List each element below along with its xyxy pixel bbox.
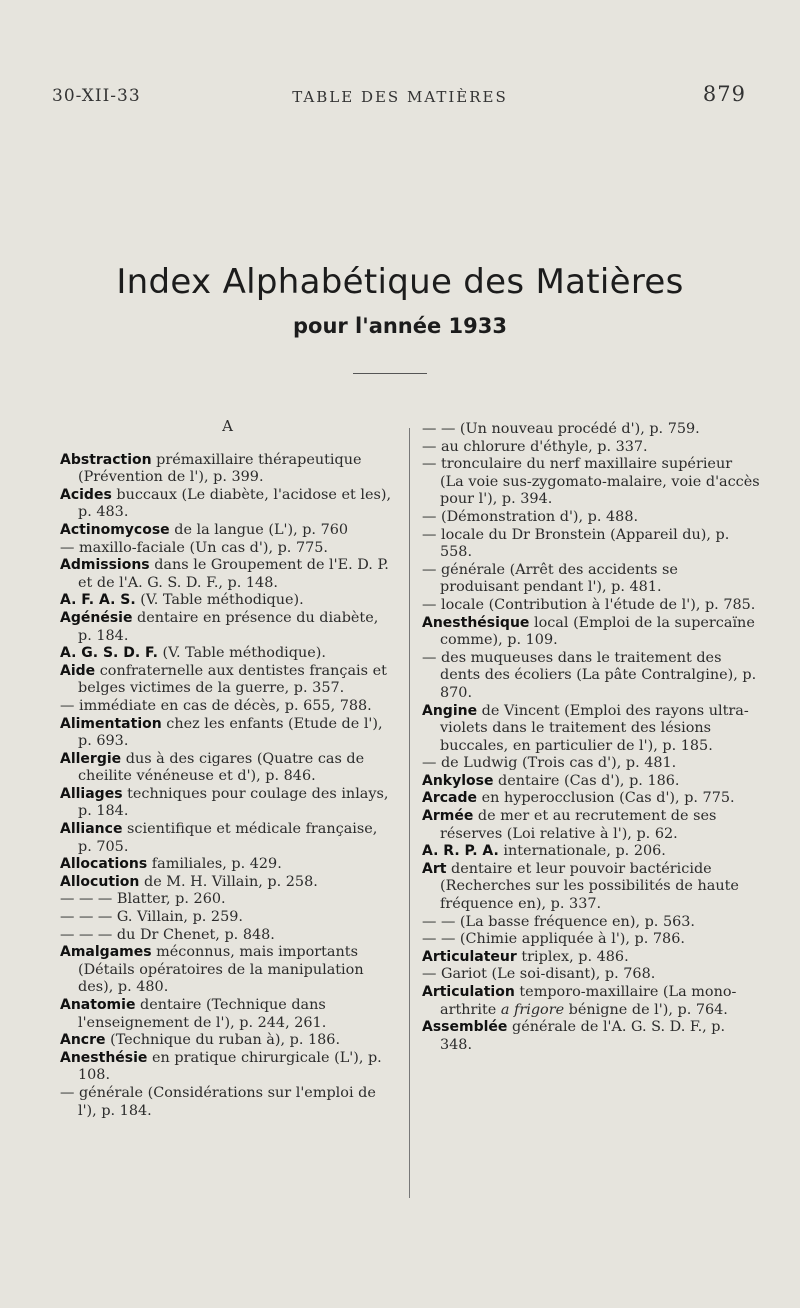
index-keyword: Arcade <box>422 790 478 807</box>
index-entry <box>60 891 395 909</box>
index-entries-left <box>60 452 395 1121</box>
index-entry-text: buccaux (Le diabète, l'acidose et les), p. 483. <box>78 486 392 521</box>
index-entry-text: générale de l'A. G. S. D. F., p. 348. <box>440 1019 726 1053</box>
index-entry <box>60 944 395 997</box>
index-entry-text: méconnus, mais importants (Détails opératoires de la manipulation des), p. 480. <box>78 944 364 996</box>
index-entry <box>422 966 760 984</box>
index-entry <box>422 650 760 703</box>
index-entry-text: confraternelle aux dentistes français et belges victimes de la guerre, p. 357. <box>78 662 387 697</box>
index-column-right <box>422 421 760 1054</box>
index-entry-text: local (Emploi de la supercaïne comme), p. 109. <box>440 614 755 649</box>
index-keyword: Anesthésie <box>60 1049 148 1066</box>
index-entry-text: en hyperocclusion (Cas d'), p. 775. <box>477 790 735 807</box>
index-entry-text: dans le Groupement de l'E. D. P. et de l'A. G. S. D. F., p. 148. <box>78 557 389 591</box>
index-entry <box>422 1019 760 1054</box>
index-entry <box>60 557 395 592</box>
index-keyword: Abstraction <box>60 451 152 468</box>
index-entry-text: — générale (Considérations sur l'emploi de l'), p. 184. <box>60 1084 376 1119</box>
index-keyword: Art <box>422 860 447 877</box>
index-entry <box>60 698 395 716</box>
index-entries-right <box>422 421 760 1054</box>
column-divider <box>409 428 410 1198</box>
index-entry-text: — locale du Dr Bronstein (Appareil du), p. 558. <box>422 526 730 561</box>
index-keyword: Agénésie <box>60 609 133 626</box>
index-column-left <box>60 418 395 1120</box>
index-keyword: Allergie <box>60 750 122 767</box>
index-keyword: Allocations <box>60 856 148 873</box>
index-keyword: Articulation <box>422 984 515 1000</box>
index-entry-text: (V. Table méthodique). <box>157 645 326 662</box>
index-entry <box>422 456 760 509</box>
index-keyword: Amalgames <box>60 944 152 961</box>
index-entry <box>422 808 760 843</box>
index-keyword: A. G. S. D. F. <box>60 645 158 662</box>
index-keyword: Alimentation <box>60 715 162 732</box>
index-entry-text: scientifique et médicale française, p. 705. <box>78 821 378 855</box>
index-entry-tail: bénigne de l'), p. 764. <box>564 1001 728 1018</box>
index-entry-text: — — (Chimie appliquée à l'), p. 786. <box>422 931 685 948</box>
page-subtitle: pour l'année 1933 <box>292 314 508 338</box>
index-entry <box>422 421 760 439</box>
index-entry <box>422 773 760 791</box>
index-entry <box>422 843 760 861</box>
index-keyword: Alliages <box>60 785 123 802</box>
index-entry <box>60 522 395 540</box>
index-entry <box>60 874 395 892</box>
index-entry-text: — tronculaire du nerf maxillaire supérieur (La voie sus-zygomato-malaire, voie d'accès pour l'), p. 394. <box>422 456 760 508</box>
index-entry-text: dus à des cigares (Quatre cas de cheilite vénéneuse et d'), p. 846. <box>78 750 365 785</box>
page-title: Index Alphabétique des Matières <box>116 262 684 302</box>
index-entry <box>422 562 760 597</box>
index-entry-text: temporo-maxillaire (La mono-arthrite <box>440 984 737 1018</box>
index-entry-text: triplex, p. 486. <box>516 948 629 965</box>
index-entry-text: chez les enfants (Etude de l'), p. 693. <box>78 715 383 750</box>
index-entry <box>60 716 395 751</box>
index-entry <box>422 931 760 949</box>
index-keyword: Anesthésique <box>422 614 530 631</box>
index-entry-text: dentaire et leur pouvoir bactéricide (Recherches sur les possibilités de haute fréquence en), p. 337. <box>440 860 739 913</box>
index-entry-text: dentaire (Cas d'), p. 186. <box>493 772 680 789</box>
index-entry <box>422 597 760 615</box>
index-entry <box>60 592 395 610</box>
index-entry <box>60 909 395 927</box>
index-keyword: Alliance <box>60 821 123 838</box>
index-entry <box>422 527 760 562</box>
index-entry <box>60 927 395 945</box>
index-entry-text: de Vincent (Emploi des rayons ultra-violets dans le traitement des lésions buccales, en particulier de l'), p. 185. <box>440 702 749 754</box>
index-entry <box>422 439 760 457</box>
index-keyword: Assemblée <box>422 1019 508 1036</box>
index-entry <box>60 663 395 698</box>
index-entry <box>60 856 395 874</box>
index-entry-text: — maxillo-faciale (Un cas d'), p. 775. <box>60 539 328 556</box>
index-entry <box>422 703 760 756</box>
index-entry <box>60 610 395 645</box>
index-keyword: Ancre <box>60 1032 106 1049</box>
index-entry <box>60 645 395 663</box>
index-keyword: Angine <box>422 702 478 719</box>
index-entry <box>60 821 395 856</box>
index-entry-italic: a frigore <box>500 1001 565 1018</box>
index-entry <box>422 615 760 650</box>
index-entry <box>60 786 395 821</box>
index-entry-text: dentaire en présence du diabète, p. 184. <box>78 609 379 644</box>
index-entry-text: familiales, p. 429. <box>147 856 282 873</box>
index-entry-text: — — (La basse fréquence en), p. 563. <box>422 913 695 930</box>
index-entry-text: de mer et au recrutement de ses réserves (Loi relative à l'), p. 62. <box>440 808 717 842</box>
index-entry-text: dentaire (Technique dans l'enseignement de l'), p. 244, 261. <box>78 997 327 1031</box>
index-entry <box>60 1032 395 1050</box>
page-number: 879 <box>702 82 746 106</box>
index-keyword: A. R. P. A. <box>422 843 499 860</box>
index-entry <box>422 790 760 808</box>
index-keyword: Actinomycose <box>60 521 170 538</box>
index-entry <box>60 487 395 522</box>
index-entry-text: de la langue (L'), p. 760 <box>169 521 349 538</box>
index-entry <box>60 452 395 487</box>
index-entry-text: — immédiate en cas de décès, p. 655, 788. <box>60 697 372 714</box>
index-keyword: A. F. A. S. <box>60 592 136 609</box>
index-entry-text: — au chlorure d'éthyle, p. 337. <box>422 438 648 455</box>
index-entry-text: — locale (Contribution à l'étude de l'), p. 785. <box>422 596 756 613</box>
index-entry-text: en pratique chirurgicale (L'), p. 108. <box>78 1049 382 1084</box>
index-entry <box>60 751 395 786</box>
index-entry <box>60 997 395 1032</box>
index-entry-text: (V. Table méthodique). <box>135 592 304 609</box>
index-entry-text: — — (Un nouveau procédé d'), p. 759. <box>422 421 700 437</box>
index-keyword: Acides <box>60 486 112 503</box>
header-date: 30-XII-33 <box>52 86 141 106</box>
title-divider <box>353 373 427 374</box>
index-entry <box>422 861 760 914</box>
index-entry <box>422 755 760 773</box>
index-keyword: Admissions <box>60 557 150 574</box>
index-entry <box>60 540 395 558</box>
section-letter: A <box>222 417 233 435</box>
index-entry-text: (Technique du ruban à), p. 186. <box>105 1032 341 1049</box>
index-keyword: Ankylose <box>422 772 494 789</box>
index-keyword: Aide <box>60 662 96 679</box>
index-keyword: Anatomie <box>60 997 136 1013</box>
index-entry-text: — de Ludwig (Trois cas d'), p. 481. <box>422 755 677 772</box>
index-entry-text: — des muqueuses dans le traitement des dents des écoliers (La pâte Contralgine), p. 870. <box>422 649 757 701</box>
index-entry <box>422 949 760 967</box>
index-entry-text: — Gariot (Le soi-disant), p. 768. <box>422 966 656 983</box>
index-entry <box>60 1050 395 1085</box>
index-keyword: Armée <box>422 808 474 825</box>
index-entry-text: de M. H. Villain, p. 258. <box>139 873 318 890</box>
index-entry-text: — générale (Arrêt des accidents se produisant pendant l'), p. 481. <box>422 561 678 596</box>
index-entry-text: techniques pour coulage des inlays, p. 184. <box>78 785 389 820</box>
index-entry-text: — — — Blatter, p. 260. <box>60 891 226 908</box>
index-entry-text: — — — du Dr Chenet, p. 848. <box>60 926 275 943</box>
index-entry <box>422 509 760 527</box>
index-entry <box>422 914 760 932</box>
index-keyword: Articulateur <box>422 948 517 965</box>
index-entry-text: prémaxillaire thérapeutique (Prévention de l'), p. 399. <box>78 451 362 486</box>
index-entry <box>422 984 760 1019</box>
index-entry <box>60 1085 395 1120</box>
index-keyword: Allocution <box>60 873 140 890</box>
index-entry-text: — (Démonstration d'), p. 488. <box>422 508 639 525</box>
index-entry-text: internationale, p. 206. <box>498 843 666 860</box>
index-entry-text: — — — G. Villain, p. 259. <box>60 909 243 926</box>
running-title: TABLE DES MATIÈRES <box>292 88 508 106</box>
